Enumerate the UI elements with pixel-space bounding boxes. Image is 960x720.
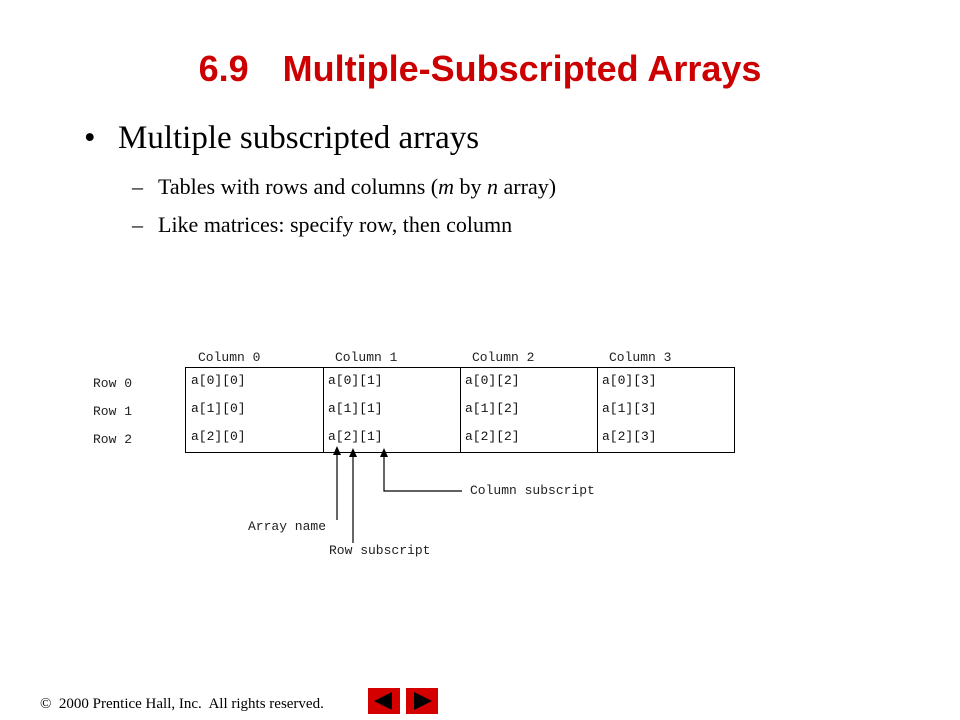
column-divider bbox=[597, 368, 598, 452]
triangle-right-icon bbox=[406, 688, 438, 714]
cell-0-1: a[0][1] bbox=[328, 373, 383, 388]
cell-0-0: a[0][0] bbox=[191, 373, 246, 388]
row-subscript-label: Row subscript bbox=[329, 543, 431, 558]
sub-bullet-1-prefix: Tables with rows and columns ( bbox=[158, 174, 439, 199]
sub-bullet-dash: – bbox=[132, 212, 143, 237]
cell-1-2: a[1][2] bbox=[465, 401, 520, 416]
slide-title bbox=[0, 48, 960, 90]
column-header-1: Column 1 bbox=[335, 350, 398, 365]
copyright-icon: © bbox=[40, 696, 52, 712]
bullet-dot: • bbox=[84, 120, 96, 156]
cell-2-1: a[2][1] bbox=[328, 429, 383, 444]
bullet-text: Multiple subscripted arrays bbox=[118, 120, 480, 156]
sub-bullet-1-suffix: array) bbox=[498, 174, 557, 199]
sub-bullet-1-by: by bbox=[454, 174, 488, 199]
cell-1-0: a[1][0] bbox=[191, 401, 246, 416]
cell-2-2: a[2][2] bbox=[465, 429, 520, 444]
footer-text: 2000 Prentice Hall, Inc. All rights reserved. bbox=[58, 696, 324, 712]
footer-copyright bbox=[40, 696, 324, 713]
sub-bullet-2-text: Like matrices: specify row, then column bbox=[158, 212, 513, 237]
title-text: Multiple-Subscripted Arrays bbox=[282, 48, 762, 89]
sub-bullet-2 bbox=[132, 212, 512, 238]
column-divider bbox=[323, 368, 324, 452]
array-name-label: Array name bbox=[248, 519, 327, 534]
column-subscript-label: Column subscript bbox=[470, 483, 595, 498]
main-bullet bbox=[84, 120, 479, 157]
sub-bullet-1 bbox=[132, 174, 556, 200]
column-subscript-pointer-line bbox=[384, 452, 462, 491]
title-number: 6.9 bbox=[198, 48, 249, 89]
cell-2-3: a[2][3] bbox=[602, 429, 657, 444]
column-header-0: Column 0 bbox=[198, 350, 261, 365]
row-label-1: Row 1 bbox=[93, 404, 133, 419]
cell-1-3: a[1][3] bbox=[602, 401, 657, 416]
row-label-2: Row 2 bbox=[93, 432, 133, 447]
sub-bullet-dash: – bbox=[132, 174, 143, 199]
cell-0-2: a[0][2] bbox=[465, 373, 520, 388]
column-divider bbox=[460, 368, 461, 452]
array-table bbox=[185, 367, 735, 453]
cell-2-0: a[2][0] bbox=[191, 429, 246, 444]
sub-bullet-1-n: n bbox=[487, 174, 499, 199]
cell-0-3: a[0][3] bbox=[602, 373, 657, 388]
previous-slide-button[interactable] bbox=[368, 688, 400, 714]
cell-1-1: a[1][1] bbox=[328, 401, 383, 416]
column-header-3: Column 3 bbox=[609, 350, 672, 365]
next-slide-button[interactable] bbox=[406, 688, 438, 714]
row-label-0: Row 0 bbox=[93, 376, 133, 391]
sub-bullet-1-m: m bbox=[438, 174, 455, 199]
column-header-2: Column 2 bbox=[472, 350, 535, 365]
triangle-left-icon bbox=[368, 688, 400, 714]
